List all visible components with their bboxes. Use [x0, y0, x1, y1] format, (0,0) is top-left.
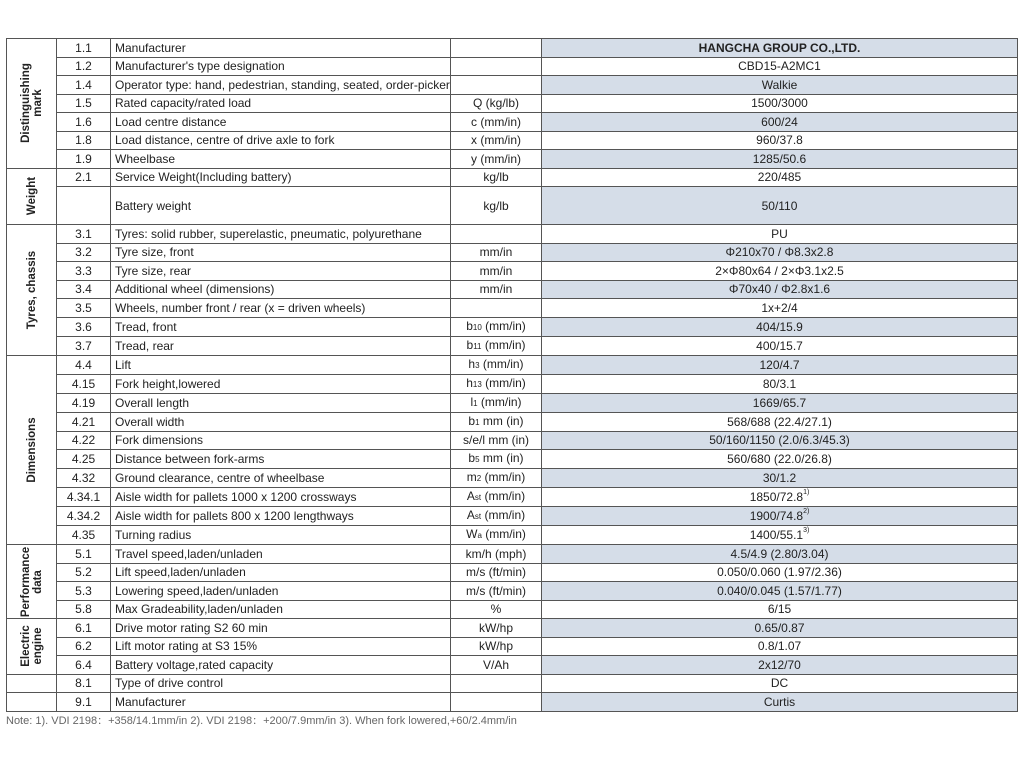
row-unit: mm/in — [451, 280, 542, 299]
row-unit: Ast (mm/in) — [451, 507, 542, 526]
table-row — [7, 317, 1018, 336]
table-row — [7, 336, 1018, 355]
group-label-cell — [7, 545, 57, 619]
row-description: Turning radius — [111, 526, 451, 545]
row-description: Lift motor rating at S3 15% — [111, 637, 451, 656]
table-row — [7, 57, 1018, 76]
row-number: 3.2 — [57, 243, 111, 262]
row-value: 0.65/0.87 — [542, 619, 1018, 638]
row-description: Overall length — [111, 393, 451, 412]
row-unit: b11 (mm/in) — [451, 336, 542, 355]
row-description: Max Gradeability,laden/unladen — [111, 600, 451, 619]
row-number: 8.1 — [57, 674, 111, 693]
row-unit: mm/in — [451, 243, 542, 262]
row-value: 50/110 — [542, 187, 1018, 225]
table-row — [7, 600, 1018, 619]
group-label-cell — [7, 39, 57, 169]
table-row — [7, 113, 1018, 132]
row-unit: c (mm/in) — [451, 113, 542, 132]
group-label: Tyres, chassis — [25, 250, 38, 329]
spec-table-body — [7, 39, 1018, 712]
group-label-cell — [7, 674, 57, 693]
row-unit: kW/hp — [451, 637, 542, 656]
row-number: 3.3 — [57, 262, 111, 281]
spec-table — [6, 38, 1018, 712]
row-number: 4.21 — [57, 412, 111, 431]
row-description: Type of drive control — [111, 674, 451, 693]
row-number: 6.4 — [57, 656, 111, 675]
row-unit: m2 (mm/in) — [451, 469, 542, 488]
row-description: Lowering speed,laden/unladen — [111, 582, 451, 601]
row-unit — [451, 299, 542, 318]
row-description: Load centre distance — [111, 113, 451, 132]
row-description: Aisle width for pallets 800 x 1200 lengthways — [111, 507, 451, 526]
row-description: Overall width — [111, 412, 451, 431]
row-unit: km/h (mph) — [451, 545, 542, 564]
row-unit: % — [451, 600, 542, 619]
row-description: Ground clearance, centre of wheelbase — [111, 469, 451, 488]
row-unit: V/Ah — [451, 656, 542, 675]
row-description: Lift speed,laden/unladen — [111, 563, 451, 582]
group-label-cell — [7, 693, 57, 712]
row-value: 560/680 (22.0/26.8) — [542, 450, 1018, 469]
row-unit: x (mm/in) — [451, 131, 542, 150]
table-row — [7, 355, 1018, 374]
row-value: 1900/74.8$^{2)}$ — [542, 507, 1018, 526]
row-description: Manufacturer — [111, 39, 451, 58]
row-unit — [451, 674, 542, 693]
row-value: 2x12/70 — [542, 656, 1018, 675]
row-number: 2.1 — [57, 168, 111, 187]
table-row — [7, 168, 1018, 187]
row-number: 4.22 — [57, 431, 111, 450]
row-number: 5.1 — [57, 545, 111, 564]
row-value: Φ210x70 / Φ8.3x2.8 — [542, 243, 1018, 262]
row-description: Rated capacity/rated load — [111, 94, 451, 113]
row-unit: m/s (ft/min) — [451, 582, 542, 601]
row-value: 1285/50.6 — [542, 150, 1018, 169]
row-description: Operator type: hand, pedestrian, standing, seated, order-picker — [111, 76, 451, 95]
row-value: 1400/55.1$^{3)}$ — [542, 526, 1018, 545]
row-number: 3.6 — [57, 317, 111, 336]
row-number: 1.5 — [57, 94, 111, 113]
row-value: 400/15.7 — [542, 336, 1018, 355]
row-number: 1.8 — [57, 131, 111, 150]
row-number: 4.32 — [57, 469, 111, 488]
row-number: 6.1 — [57, 619, 111, 638]
row-value: 6/15 — [542, 600, 1018, 619]
table-row — [7, 243, 1018, 262]
row-value: 1500/3000 — [542, 94, 1018, 113]
table-row — [7, 619, 1018, 638]
row-value: 1x+2/4 — [542, 299, 1018, 318]
row-number: 5.2 — [57, 563, 111, 582]
table-row — [7, 412, 1018, 431]
table-row — [7, 374, 1018, 393]
row-value: 220/485 — [542, 168, 1018, 187]
row-number: 9.1 — [57, 693, 111, 712]
row-value: 0.050/0.060 (1.97/2.36) — [542, 563, 1018, 582]
row-unit — [451, 39, 542, 58]
row-value: Φ70x40 / Φ2.8x1.6 — [542, 280, 1018, 299]
row-value: 30/1.2 — [542, 469, 1018, 488]
row-number: 6.2 — [57, 637, 111, 656]
row-unit: y (mm/in) — [451, 150, 542, 169]
row-value: 404/15.9 — [542, 317, 1018, 336]
row-number: 1.2 — [57, 57, 111, 76]
row-number: 5.8 — [57, 600, 111, 619]
table-row — [7, 450, 1018, 469]
row-unit — [451, 693, 542, 712]
row-value: HANGCHA GROUP CO.,LTD. — [542, 39, 1018, 58]
row-description: Distance between fork-arms — [111, 450, 451, 469]
row-number: 4.34.1 — [57, 488, 111, 507]
row-number: 4.15 — [57, 374, 111, 393]
row-value: 2×Φ80x64 / 2×Φ3.1x2.5 — [542, 262, 1018, 281]
row-value: 960/37.8 — [542, 131, 1018, 150]
row-unit: h13 (mm/in) — [451, 374, 542, 393]
row-description: Battery voltage,rated capacity — [111, 656, 451, 675]
table-row — [7, 507, 1018, 526]
row-description: Additional wheel (dimensions) — [111, 280, 451, 299]
row-unit — [451, 57, 542, 76]
table-row — [7, 674, 1018, 693]
row-description: Aisle width for pallets 1000 x 1200 crossways — [111, 488, 451, 507]
row-number: 3.4 — [57, 280, 111, 299]
row-value: DC — [542, 674, 1018, 693]
row-unit: h3 (mm/in) — [451, 355, 542, 374]
table-row — [7, 299, 1018, 318]
row-number: 4.4 — [57, 355, 111, 374]
row-number: 1.6 — [57, 113, 111, 132]
table-row — [7, 76, 1018, 95]
row-value: 600/24 — [542, 113, 1018, 132]
row-number: 3.5 — [57, 299, 111, 318]
row-value: CBD15-A2MC1 — [542, 57, 1018, 76]
group-label: Dimensions — [25, 417, 38, 483]
group-label: Electric engine — [19, 625, 44, 668]
row-number: 4.25 — [57, 450, 111, 469]
row-value: Walkie — [542, 76, 1018, 95]
row-unit — [451, 76, 542, 95]
row-value: PU — [542, 225, 1018, 244]
row-unit: mm/in — [451, 262, 542, 281]
group-label-cell — [7, 168, 57, 225]
footnote: Note: 1). VDI 2198：+358/14.1mm/in 2). VDI 2198：+200/7.9mm/in 3). When fork lowered,+60/2.4mm/in — [6, 715, 517, 727]
row-number: 1.4 — [57, 76, 111, 95]
group-label: Weight — [25, 177, 38, 216]
row-number — [57, 187, 111, 225]
table-row — [7, 187, 1018, 225]
table-row — [7, 488, 1018, 507]
row-number: 1.9 — [57, 150, 111, 169]
row-number: 1.1 — [57, 39, 111, 58]
row-number: 4.35 — [57, 526, 111, 545]
row-value: 4.5/4.9 (2.80/3.04) — [542, 545, 1018, 564]
row-description: Load distance, centre of drive axle to fork — [111, 131, 451, 150]
row-description: Wheels, number front / rear (x = driven wheels) — [111, 299, 451, 318]
row-unit: b1 mm (in) — [451, 412, 542, 431]
row-number: 5.3 — [57, 582, 111, 601]
row-description: Battery weight — [111, 187, 451, 225]
row-description: Service Weight(Including battery) — [111, 168, 451, 187]
table-row — [7, 469, 1018, 488]
table-row — [7, 563, 1018, 582]
table-row — [7, 393, 1018, 412]
row-value: 1669/65.7 — [542, 393, 1018, 412]
row-unit: kg/lb — [451, 187, 542, 225]
row-description: Tread, rear — [111, 336, 451, 355]
row-value: 120/4.7 — [542, 355, 1018, 374]
row-number: 4.34.2 — [57, 507, 111, 526]
table-row — [7, 637, 1018, 656]
row-value: 50/160/1150 (2.0/6.3/45.3) — [542, 431, 1018, 450]
table-row — [7, 150, 1018, 169]
table-row — [7, 582, 1018, 601]
group-label: Performance data — [19, 546, 44, 617]
table-row — [7, 656, 1018, 675]
row-unit: b5 mm (in) — [451, 450, 542, 469]
row-value: 80/3.1 — [542, 374, 1018, 393]
group-label: Distinguishing mark — [19, 63, 44, 144]
table-row — [7, 545, 1018, 564]
row-number: 4.19 — [57, 393, 111, 412]
row-unit: m/s (ft/min) — [451, 563, 542, 582]
table-row — [7, 39, 1018, 58]
row-description: Manufacturer — [111, 693, 451, 712]
table-row — [7, 131, 1018, 150]
table-row — [7, 693, 1018, 712]
row-description: Manufacturer's type designation — [111, 57, 451, 76]
table-row — [7, 225, 1018, 244]
row-description: Tread, front — [111, 317, 451, 336]
row-description: Drive motor rating S2 60 min — [111, 619, 451, 638]
row-unit: s/e/l mm (in) — [451, 431, 542, 450]
table-row — [7, 526, 1018, 545]
table-row — [7, 280, 1018, 299]
row-number: 3.7 — [57, 336, 111, 355]
row-description: Tyre size, front — [111, 243, 451, 262]
row-value: 1850/72.8$^{1)}$ — [542, 488, 1018, 507]
row-description: Travel speed,laden/unladen — [111, 545, 451, 564]
row-description: Lift — [111, 355, 451, 374]
row-description: Fork height,lowered — [111, 374, 451, 393]
row-unit: kW/hp — [451, 619, 542, 638]
row-value: 0.8/1.07 — [542, 637, 1018, 656]
row-unit: Ast (mm/in) — [451, 488, 542, 507]
row-description: Wheelbase — [111, 150, 451, 169]
group-label-cell — [7, 619, 57, 675]
table-row — [7, 94, 1018, 113]
row-description: Fork dimensions — [111, 431, 451, 450]
group-label-cell — [7, 225, 57, 356]
row-description: Tyre size, rear — [111, 262, 451, 281]
row-unit — [451, 225, 542, 244]
row-unit: l1 (mm/in) — [451, 393, 542, 412]
row-unit: Wa (mm/in) — [451, 526, 542, 545]
table-row — [7, 431, 1018, 450]
row-unit: b10 (mm/in) — [451, 317, 542, 336]
row-description: Tyres: solid rubber, superelastic, pneumatic, polyurethane — [111, 225, 451, 244]
row-unit: kg/lb — [451, 168, 542, 187]
group-label-cell — [7, 355, 57, 545]
table-row — [7, 262, 1018, 281]
row-unit: Q (kg/lb) — [451, 94, 542, 113]
row-number: 3.1 — [57, 225, 111, 244]
row-value: 0.040/0.045 (1.57/1.77) — [542, 582, 1018, 601]
row-value: 568/688 (22.4/27.1) — [542, 412, 1018, 431]
row-value: Curtis — [542, 693, 1018, 712]
